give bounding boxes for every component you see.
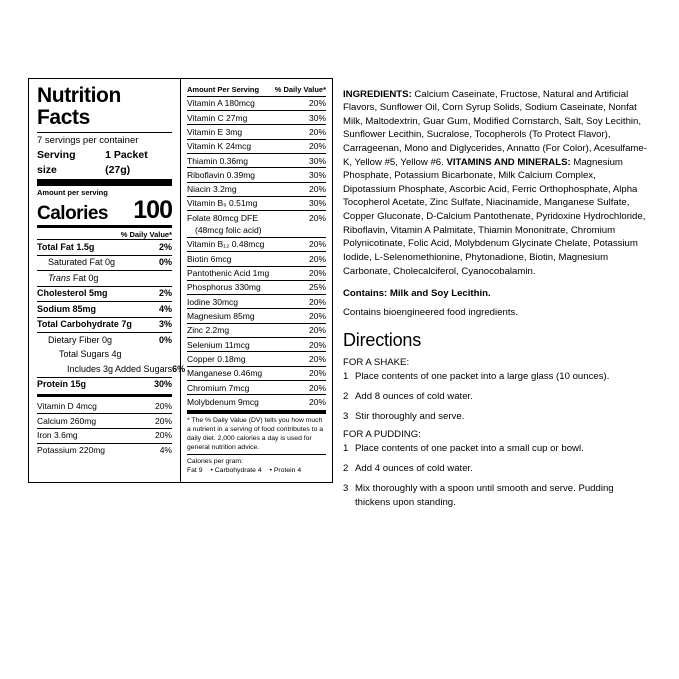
micronutrient-row: Vitamin A 180mcg 20% bbox=[187, 96, 326, 110]
nutrient-row: Saturated Fat 0g 0% bbox=[37, 255, 172, 271]
daily-value-footnote: * The % Daily Value (DV) tells you how much a nutrient in a serving of food contributes to a daily diet. 2,000 calories a day is used for general nutrition advice. bbox=[187, 410, 326, 453]
direction-step: 1 Place contents of one packet into a small cup or bowl. bbox=[343, 443, 584, 455]
micronutrient-row: Vitamin K 24mcg 20% bbox=[187, 139, 326, 153]
micronutrient-row: Biotin 6mcg 20% bbox=[187, 251, 326, 265]
micronutrient-row: Molybdenum 9mcg 20% bbox=[187, 394, 326, 408]
directions-title: Directions bbox=[343, 329, 422, 350]
nutrient-row: Total Fat 1.5g 2% bbox=[37, 239, 172, 255]
serving-size-row bbox=[37, 148, 172, 177]
micronutrient-row: Riboflavin 0.39mg 30% bbox=[187, 167, 326, 181]
serving-size-label: Serving size bbox=[37, 148, 76, 176]
cpg-protein: • Protein 4 bbox=[269, 467, 302, 475]
allergen-contains-statement: Contains: Milk and Soy Lecithin. bbox=[343, 287, 491, 299]
cpg-carb: • Carbohydrate 4 bbox=[210, 467, 262, 475]
calories-per-gram bbox=[187, 454, 326, 475]
micronutrient-row: Iodine 30mcg 20% bbox=[187, 294, 326, 308]
micronutrient-row: Vitamin B₆ 0.51mg 30% bbox=[187, 196, 326, 210]
micronutrient-row: Niacin 3.2mg 20% bbox=[187, 182, 326, 196]
nutrient-row: Sodium 85mg 4% bbox=[37, 301, 172, 317]
micronutrient-row: Chromium 7mcg 20% bbox=[187, 380, 326, 394]
amount-per-serving-label: Amount per serving bbox=[37, 188, 108, 198]
vitamin-row: Vitamin D 4mcg 20% bbox=[37, 400, 172, 411]
micronutrient-row: Selenium 11mcg 20% bbox=[187, 337, 326, 351]
trans-fat-italic: Trans bbox=[48, 272, 71, 283]
nutrient-row bbox=[37, 270, 172, 286]
vitamin-mineral-list bbox=[37, 399, 172, 457]
ingredients-body-2: Magnesium Phosphate, Potassium Bicarbonate, Milk Calcium Complex, Dipotassium Phosphate, Ascorbic Acid, Ferric Orthophosphate, Alpha Tocopherol Acetate, Zinc Sulfate, Niacinamide, Manganese Sulfate, Copper Gluconate, D-Calcium Pantothenate, Pyridoxine Hydrochloride, Riboflavin, Vitamin A Palmitate, Thiamin Mononitrate, Chromium Polynicotinate, Folic Acid, Molybdenum Glycinate Chelate, Potassium Iodide, L-Selenomethionine, Phytonadione, Biotin, Magnesium Carbonate, Cholecalciferol, Cyanocobalamin. bbox=[343, 156, 646, 277]
vitamin-row: Calcium 260mg 20% bbox=[37, 413, 172, 428]
shake-heading: FOR A SHAKE: bbox=[343, 356, 410, 368]
vitamin-row: Potassium 220mg 4% bbox=[37, 443, 172, 458]
ingredients-and-directions bbox=[343, 78, 651, 516]
calories-row bbox=[37, 198, 172, 223]
nutrient-row: Total Sugars 4g bbox=[59, 349, 122, 360]
micronutrient-row: Thiamin 0.36mg 30% bbox=[187, 153, 326, 167]
right-column-header: Amount Per Serving % Daily Value* bbox=[187, 85, 326, 94]
micronutrient-row: Vitamin B₁₂ 0.48mcg 20% bbox=[187, 237, 326, 251]
nutrient-row: Dietary Fiber 0g 0% bbox=[37, 332, 172, 348]
micronutrient-row: Phosphorus 330mg 25% bbox=[187, 280, 326, 294]
nutrient-row: Total Carbohydrate 7g 3% bbox=[37, 317, 172, 333]
direction-step: 1 Place contents of one packet into a large glass (10 ounces). bbox=[343, 370, 610, 382]
nutrition-facts-left-column bbox=[29, 79, 186, 482]
calories-per-gram-label: Calories per gram: bbox=[187, 458, 243, 466]
micronutrient-row: Folate 80mcg DFE (48mcg folic acid) 20% bbox=[187, 210, 326, 237]
micronutrient-row: Magnesium 85mg 20% bbox=[187, 308, 326, 322]
micronutrient-row: Pantothenic Acid 1mg 20% bbox=[187, 266, 326, 280]
ingredients-heading: INGREDIENTS: bbox=[343, 88, 412, 100]
calories-label: Calories bbox=[37, 203, 108, 225]
ingredients-body-1: Calcium Caseinate, Fructose, Natural and Artificial Flavors, Sunflower Oil, Corn Syrup Solids, Sodium Caseinate, Nonfat Milk, Maltodextrin, Guar Gum, Modified Cornstarch, Salt, Soy Lecithin, Sunflower Lecithin, Sucralose, Tocopherols (To Protect Flavor), Carrageenan, Mono and Diglycerides, Annatto (For Color), Acesulfame-K, Yellow #5, Yellow #6. bbox=[343, 88, 647, 168]
nutrient-row: Cholesterol 5mg 2% bbox=[37, 286, 172, 302]
calories-value: 100 bbox=[133, 196, 172, 225]
vitamins-minerals-heading: VITAMINS AND MINERALS: bbox=[446, 156, 571, 168]
pudding-heading: FOR A PUDDING: bbox=[343, 429, 421, 441]
bioengineered-statement: Contains bioengineered food ingredients. bbox=[343, 306, 518, 318]
servings-per-container: 7 servings per container bbox=[37, 135, 139, 147]
nutrition-facts-title: Nutrition Facts bbox=[37, 84, 121, 130]
direction-step: 2 Add 8 ounces of cold water. bbox=[343, 390, 473, 402]
micronutrient-row: Manganese 0.46mg 20% bbox=[187, 366, 326, 380]
daily-value-header: % Daily Value* bbox=[120, 230, 172, 240]
micronutrient-row: Copper 0.18mg 20% bbox=[187, 351, 326, 365]
direction-step: 3 Stir thoroughly and serve. bbox=[343, 410, 465, 422]
nutrient-row: Includes 3g Added Sugars 6% bbox=[67, 363, 186, 374]
trans-fat-amount: Fat 0g bbox=[70, 272, 99, 283]
micronutrient-row: Vitamin E 3mg 20% bbox=[187, 124, 326, 138]
direction-step: 2 Add 4 ounces of cold water. bbox=[343, 463, 473, 475]
cpg-fat: Fat 9 bbox=[187, 467, 203, 475]
nutrient-row: Protein 15g 30% bbox=[37, 377, 172, 393]
micronutrient-row: Zinc 2.2mg 20% bbox=[187, 323, 326, 337]
serving-size-value: 1 Packet (27g) bbox=[105, 148, 148, 176]
nutrition-facts-right-column bbox=[181, 79, 332, 482]
vitamin-row: Iron 3.6mg 20% bbox=[37, 428, 172, 443]
ingredients-paragraph bbox=[343, 88, 651, 279]
nutrition-facts-panel bbox=[28, 78, 333, 483]
direction-step: 3 Mix thoroughly with a spoon until smooth and serve. Pudding thickens upon standing. bbox=[343, 483, 614, 509]
micronutrient-row: Vitamin C 27mg 30% bbox=[187, 110, 326, 124]
